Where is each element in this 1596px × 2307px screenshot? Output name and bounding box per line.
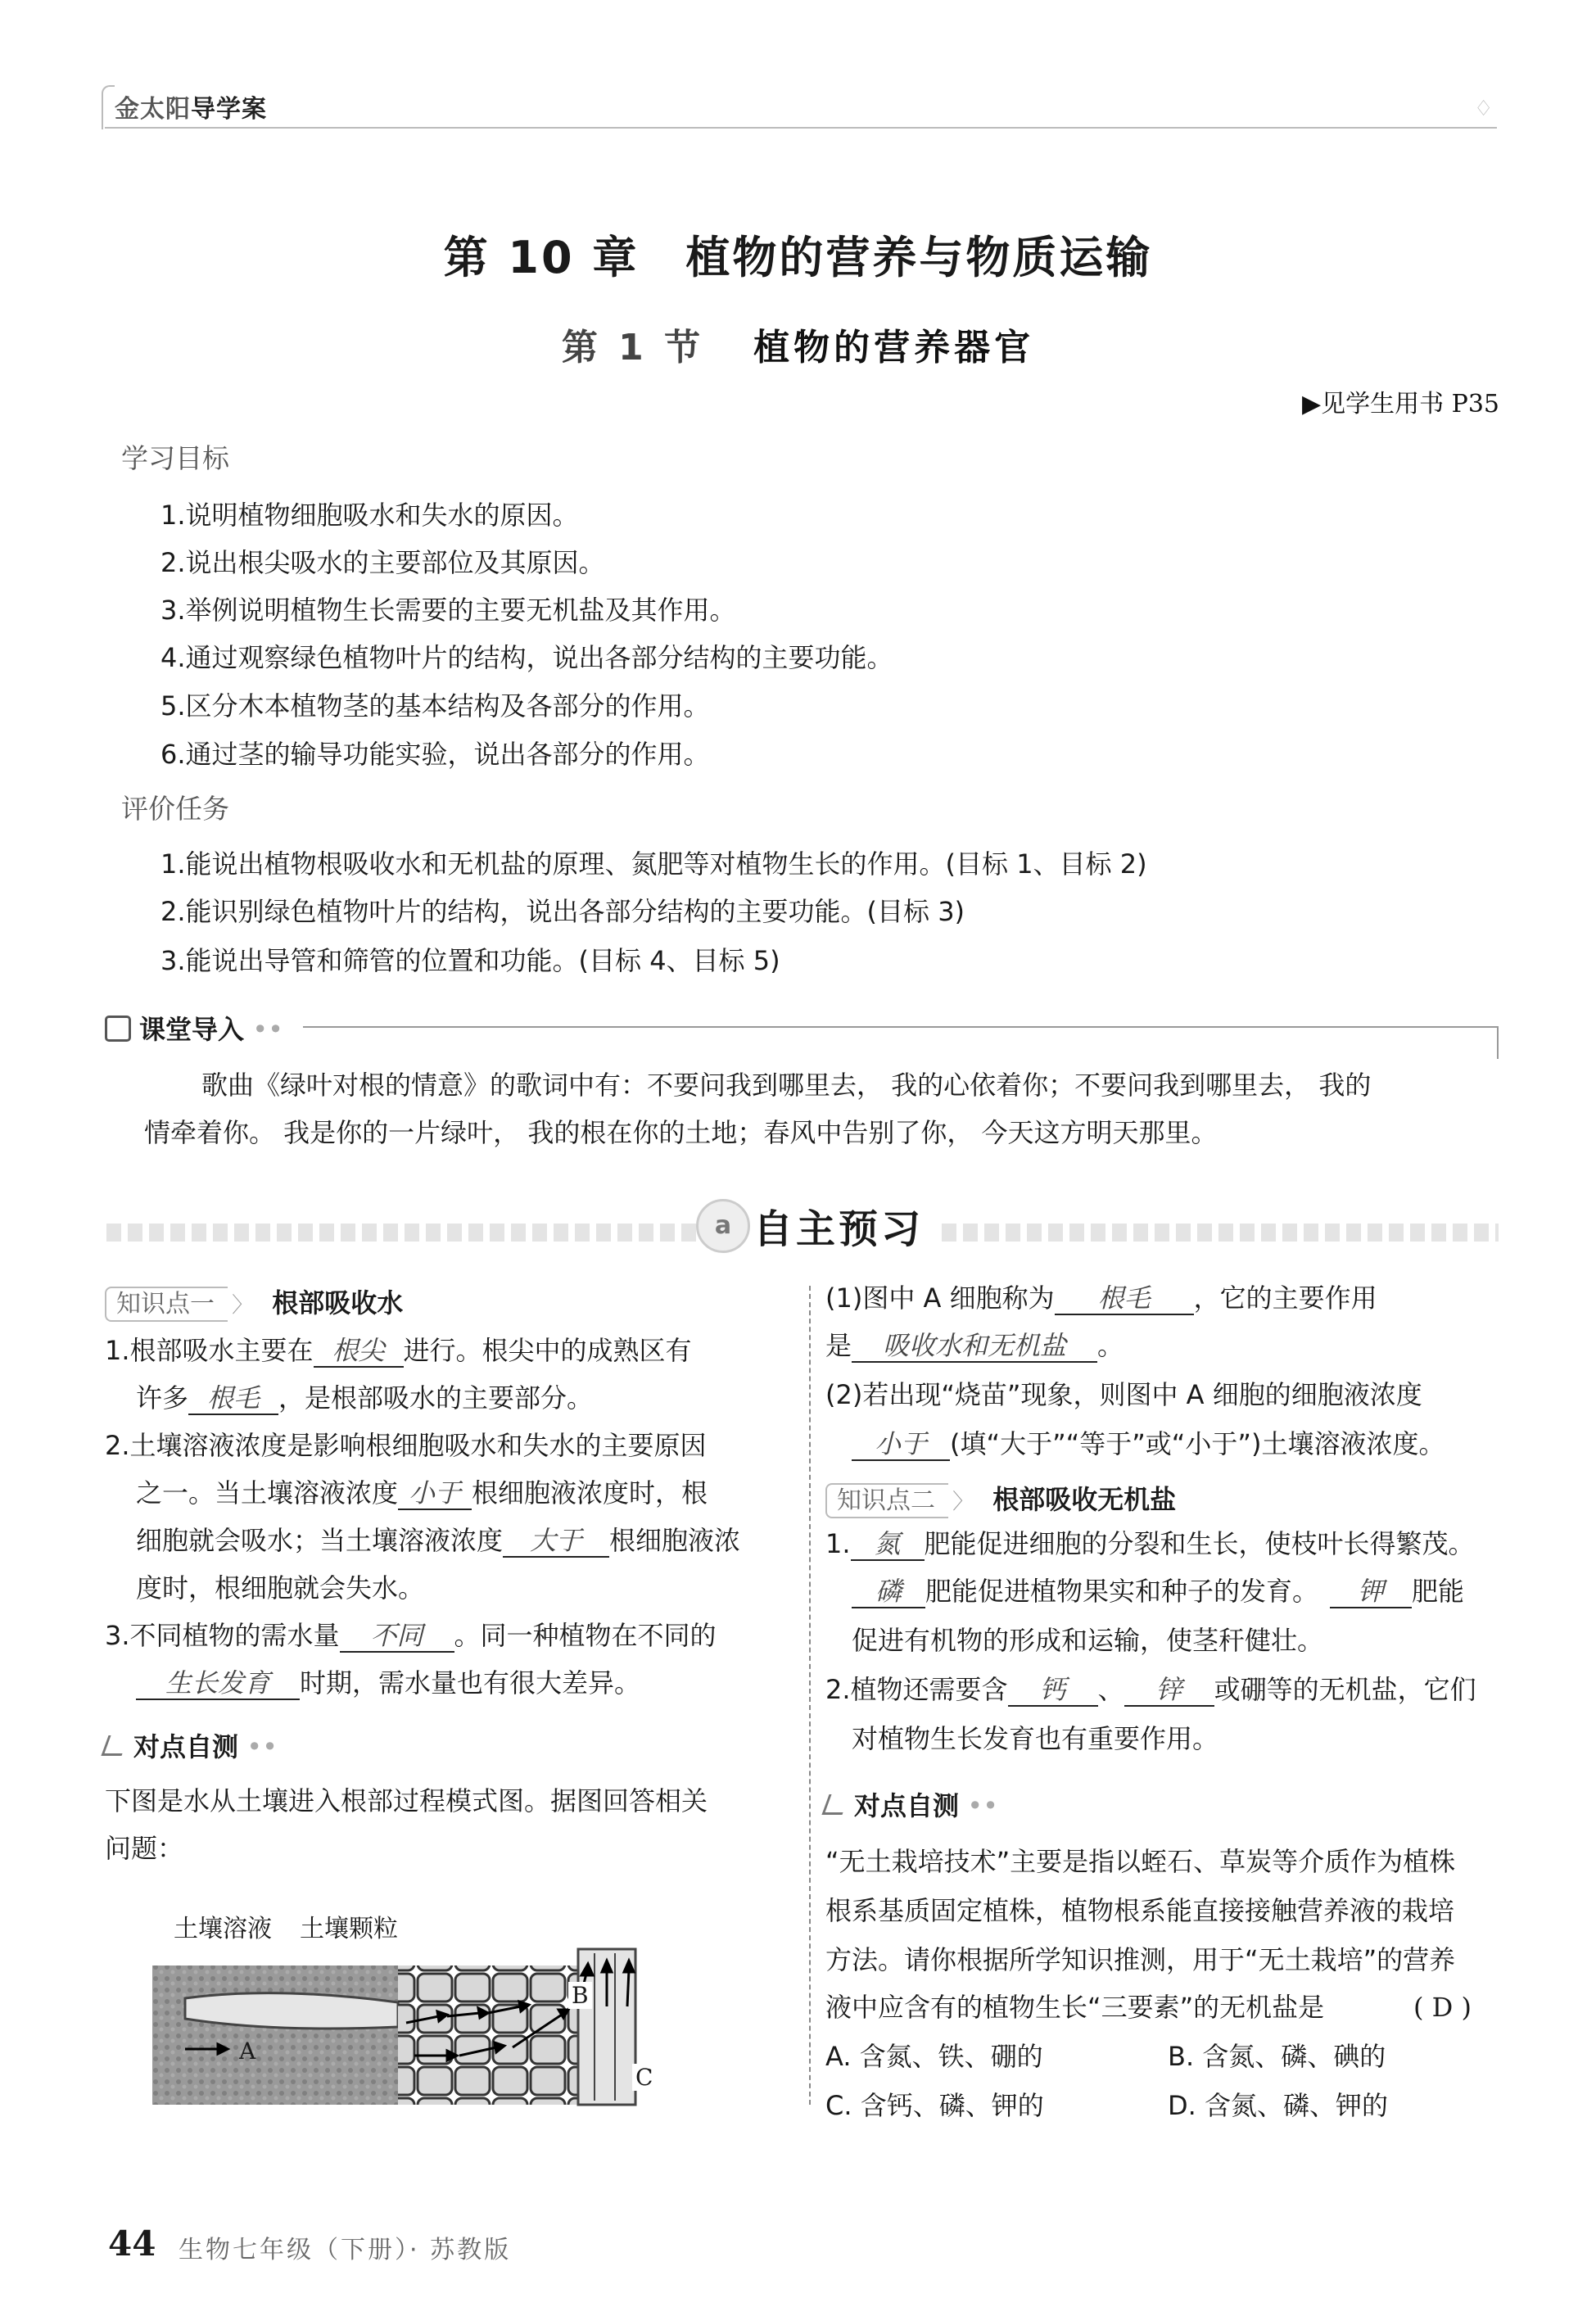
s-line4: 液中应含有的植物生长“三要素”的无机盐是 [825, 1992, 1325, 2023]
banner-title: 自主预习 [753, 1206, 925, 1252]
answer-blank: 磷 [852, 1576, 925, 1608]
page-number: 44 [108, 2223, 156, 2264]
answer-blank: 根毛 [1055, 1282, 1194, 1315]
q3-line2: 生长发育 时期，需水量也有很大差异。 [136, 1667, 640, 1700]
answer-blank: 钾 [1330, 1576, 1412, 1608]
r2-line2: 对植物生长发育也有重要作用。 [852, 1723, 1219, 1754]
footer-book-title: 生物七年级（下册）· 苏教版 [179, 2236, 512, 2264]
kp2-tag: 知识点二 [825, 1483, 948, 1518]
objective-item: 6.通过茎的输导功能实验，说出各部分的作用。 [161, 739, 710, 770]
objective-item: 5.区分木本植物茎的基本结构及各部分的作用。 [161, 690, 710, 722]
q1-line2: 许多 根毛 ，是根部吸水的主要部分。 [136, 1382, 593, 1415]
selftest-stem-line1: 下图是水从土壤进入根部过程模式图。据图回答相关 [105, 1785, 708, 1816]
pen-icon [821, 1794, 849, 1815]
section-name: 植物的营养器官 [753, 327, 1035, 369]
answer-blank: 氮 [851, 1528, 925, 1561]
option-c: C. 含钙、磷、钾的 [825, 2090, 1044, 2121]
q2-line2: 之一。当土壤溶液浓度 小于 根细胞液浓度时，根 [136, 1477, 708, 1510]
kp1-header: 知识点一 〉 根部吸收水 [105, 1282, 403, 1320]
banner-stripe-left [106, 1224, 704, 1242]
selftest-label-left: 对点自测 •• [105, 1726, 278, 1764]
q2-line4: 度时，根细胞就会失水。 [136, 1572, 425, 1604]
brand-series: 导学案 [191, 95, 267, 124]
column-divider [809, 1286, 811, 2105]
option-a: A. 含氮、铁、硼的 [825, 2041, 1043, 2072]
diagram-label-soil-solution: 土壤溶液 [174, 1915, 272, 1943]
objective-item: 4.通过观察绿色植物叶片的结构，说出各部分结构的主要功能。 [161, 642, 893, 673]
header-brand [115, 88, 267, 124]
intro-rule [303, 1026, 1499, 1028]
diagram-letter-B: B [568, 1982, 592, 2009]
pen-icon [101, 1735, 129, 1756]
cortex-cells [398, 1965, 578, 2105]
intro-text-line1: 歌曲《绿叶对根的情意》的歌词中有：不要问我到哪里去， 我的心依着你；不要问我到哪里去， 我的 [201, 1070, 1372, 1101]
p2-line2: 小于 (填“大于”“等于”或“小于”)土壤溶液浓度。 [852, 1428, 1445, 1461]
task-item: 1.能说出植物根吸收水和无机盐的原理、氮肥等对植物生长的作用。(目标 1、目标 2) [161, 848, 1147, 880]
r1-line3: 促进有机物的形成和运输，使茎秆健壮。 [852, 1625, 1324, 1656]
brand-name: 金太阳 [115, 95, 191, 124]
tasks-label: 评价任务 [121, 793, 229, 825]
s-line3: 方法。请你根据所学知识推测，用于“无土栽培”的营养 [825, 1944, 1456, 1975]
intro-label: 课堂导入 •• [105, 1009, 283, 1047]
root-hair-cell [185, 1993, 398, 2029]
intro-rule-end [1497, 1026, 1499, 1059]
diagram-letter-C: C [632, 2064, 656, 2091]
answer-blank: 锌 [1124, 1674, 1214, 1707]
diagram-letter-A: A [239, 2038, 256, 2065]
reference-link[interactable]: ▶见学生用书 P35 [1302, 390, 1499, 418]
kp2-header: 知识点二 〉 根部吸收无机盐 [825, 1479, 1176, 1517]
task-item: 3.能说出导管和筛管的位置和功能。(目标 4、目标 5) [161, 945, 780, 976]
section-title [0, 318, 1596, 370]
header-bracket [102, 85, 115, 129]
r1-line2: 磷 肥能促进植物果实和种子的发育。 钾 肥能 [852, 1576, 1464, 1608]
p1-line1: (1)图中 A 细胞称为 根毛 ，它的主要作用 [825, 1282, 1377, 1315]
answer-blank: 小于 [852, 1428, 950, 1461]
banner-stripe-right [942, 1224, 1499, 1242]
kp2-title: 根部吸收无机盐 [992, 1484, 1177, 1515]
q2-line3: 细胞就会吸水；当土壤溶液浓度 大于 根细胞液浓 [136, 1525, 740, 1558]
q1-line1: 1.根部吸水主要在 根尖 进行。根尖中的成熟区有 [105, 1335, 692, 1368]
banner-icon: a [696, 1199, 750, 1253]
answer-blank: 大于 [503, 1525, 609, 1558]
q2-line1: 2.土壤溶液浓度是影响根细胞吸水和失水的主要原因 [105, 1430, 707, 1461]
selftest-label-right: 对点自测 •• [825, 1785, 998, 1823]
r1-line1: 1. 氮 肥能促进细胞的分裂和生长，使枝叶长得繁茂。 [825, 1528, 1475, 1561]
objective-item: 1.说明植物细胞吸水和失水的原因。 [161, 500, 579, 531]
option-b: B. 含氮、磷、碘的 [1168, 2041, 1386, 2072]
header-rule [105, 127, 1497, 129]
s-line2: 根系基质固定植株，植物根系能直接接触营养液的栽培 [825, 1895, 1455, 1926]
chapter-title: 第 10 章 植物的营养与物质运输 [443, 232, 1153, 283]
answer-blank: 不同 [340, 1620, 454, 1653]
chat-icon [105, 1016, 131, 1042]
diagram-label-soil-particle: 土壤颗粒 [300, 1915, 398, 1943]
objective-item: 3.举例说明植物生长需要的主要无机盐及其作用。 [161, 595, 736, 626]
task-item: 2.能识别绿色植物叶片的结构，说出各部分结构的主要功能。(目标 3) [161, 896, 965, 927]
intro-text-line2: 情牵着你。 我是你的一片绿叶， 我的根在你的土地；春风中告别了你， 今天这方明天那里。 [144, 1117, 1218, 1148]
objectives-label: 学习目标 [121, 442, 229, 474]
p1-line2: 是 吸收水和无机盐 。 [825, 1330, 1124, 1363]
answer-blank: 生长发育 [136, 1667, 300, 1700]
p2-line1: (2)若出现“烧苗”现象，则图中 A 细胞的细胞液浓度 [825, 1379, 1422, 1410]
bulb-icon: ♢ [1474, 97, 1494, 121]
answer-blank: 根尖 [314, 1335, 404, 1368]
kp1-title: 根部吸收水 [272, 1287, 404, 1319]
selftest-stem-line2: 问题： [105, 1833, 184, 1864]
option-d: D. 含氮、磷、钾的 [1168, 2090, 1388, 2121]
q3-line1: 3.不同植物的需水量 不同 。同一种植物在不同的 [105, 1620, 717, 1653]
answer-blank: 钙 [1008, 1674, 1098, 1707]
answer-blank: 小于 [398, 1477, 472, 1510]
answer-blank: 吸收水和无机盐 [852, 1330, 1097, 1363]
section-number: 第 1 节 [561, 327, 705, 369]
kp1-tag: 知识点一 [105, 1287, 228, 1322]
r2-line1: 2.植物还需要含 钙 、 锌 或硼等的无机盐，它们 [825, 1674, 1476, 1707]
answer-blank: 根毛 [188, 1382, 278, 1415]
s-line1: “无土栽培技术”主要是指以蛭石、草炭等介质作为植株 [825, 1846, 1456, 1877]
answer-choice: ( D ) [1413, 1992, 1472, 2023]
objective-item: 2.说出根尖吸水的主要部位及其原因。 [161, 547, 605, 578]
